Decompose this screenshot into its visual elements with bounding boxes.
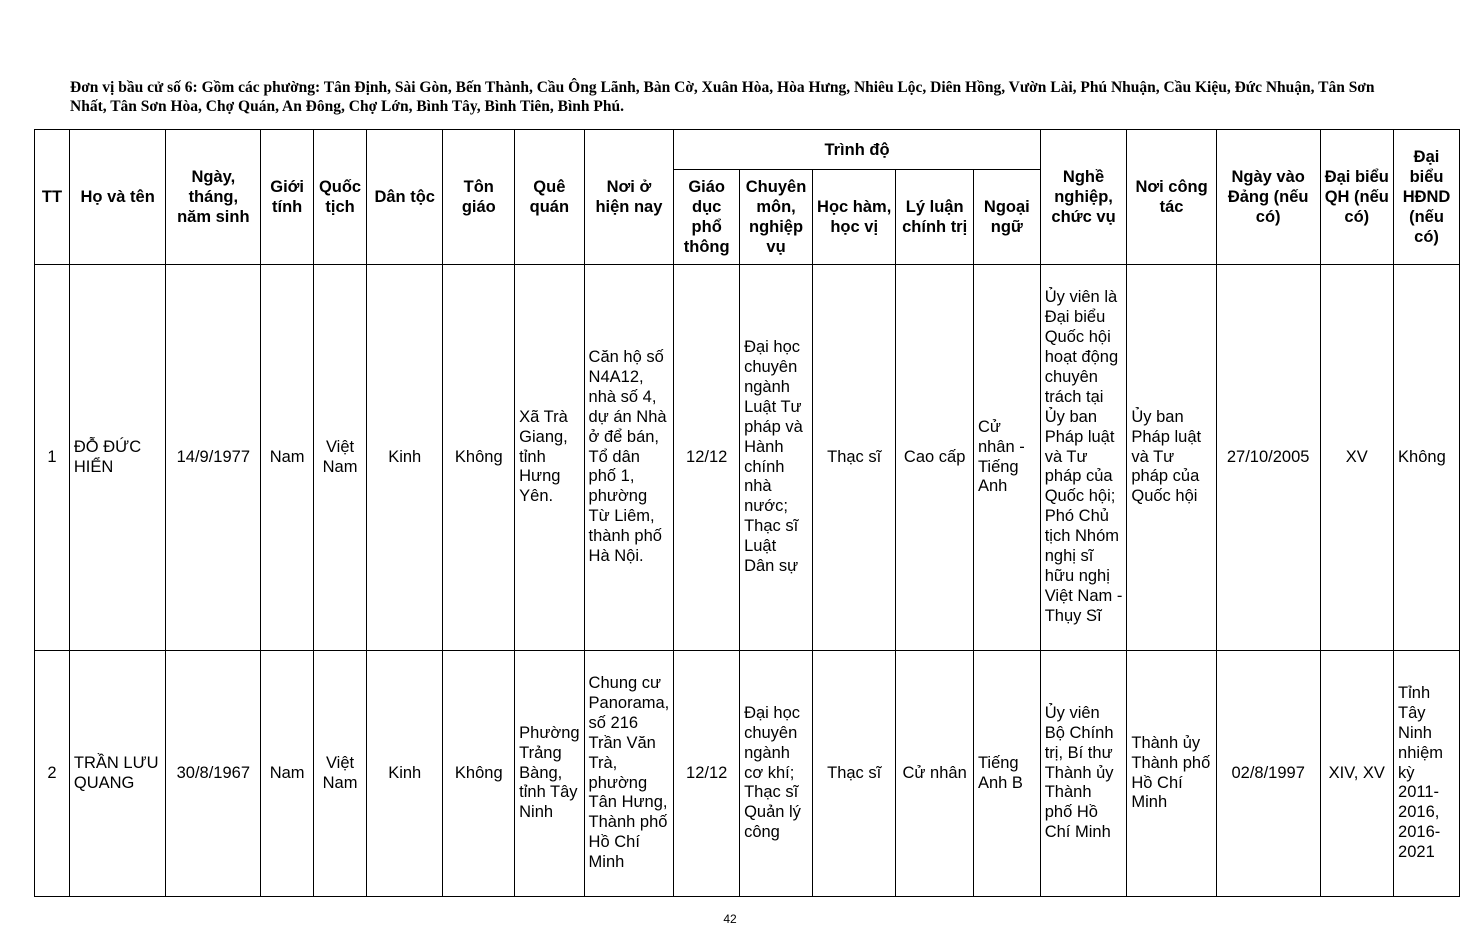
cell-name: ĐỖ ĐỨC HIỂN bbox=[69, 265, 166, 651]
cell-council-delegate: Tỉnh Tây Ninh nhiệm kỳ 2011-2016, 2016-2021 bbox=[1394, 651, 1460, 897]
header-general-edu: Giáo dục phổ thông bbox=[674, 170, 740, 265]
cell-gender: Nam bbox=[261, 265, 314, 651]
cell-council-delegate: Không bbox=[1394, 265, 1460, 651]
cell-language: Cử nhân - Tiếng Anh bbox=[973, 265, 1040, 651]
cell-workplace: Thành ủy Thành phố Hồ Chí Minh bbox=[1127, 651, 1216, 897]
cell-party-date: 02/8/1997 bbox=[1216, 651, 1320, 897]
cell-general-edu: 12/12 bbox=[674, 265, 740, 651]
header-na-delegate: Đại biểu QH (nếu có) bbox=[1320, 130, 1393, 265]
cell-party-date: 27/10/2005 bbox=[1216, 265, 1320, 651]
header-name: Họ và tên bbox=[69, 130, 166, 265]
header-ethnicity: Dân tộc bbox=[367, 130, 443, 265]
cell-hometown: Xã Trà Giang, tỉnh Hưng Yên. bbox=[515, 265, 584, 651]
header-specialty: Chuyên môn, nghiệp vụ bbox=[740, 170, 813, 265]
header-party-date: Ngày vào Đảng (nếu có) bbox=[1216, 130, 1320, 265]
header-language: Ngoại ngữ bbox=[973, 170, 1040, 265]
cell-residence: Chung cư Panorama, số 216 Trần Văn Trà, phường Tân Hưng, Thành phố Hồ Chí Minh bbox=[584, 651, 674, 897]
cell-general-edu: 12/12 bbox=[674, 651, 740, 897]
cell-religion: Không bbox=[443, 651, 515, 897]
cell-ethnicity: Kinh bbox=[367, 265, 443, 651]
cell-language: Tiếng Anh B bbox=[973, 651, 1040, 897]
header-dob: Ngày, tháng, năm sinh bbox=[166, 130, 261, 265]
header-residence: Nơi ở hiện nay bbox=[584, 130, 674, 265]
header-gender: Giới tính bbox=[261, 130, 314, 265]
cell-na-delegate: XV bbox=[1320, 265, 1393, 651]
cell-dob: 30/8/1967 bbox=[166, 651, 261, 897]
cell-degree: Thạc sĩ bbox=[813, 265, 896, 651]
header-religion: Tôn giáo bbox=[443, 130, 515, 265]
header-row bbox=[35, 130, 1460, 170]
candidate-table bbox=[34, 129, 1460, 897]
electoral-unit-heading: Đơn vị bầu cử số 6: Gồm các phường: Tân Định, Sài Gòn, Bến Thành, Cầu Ông Lãnh, Bàn Cờ, Xuân Hòa, Hòa Hưng, Nhiêu Lộc, Diên Hồng, Vườn Lài, Phú Nhuận, Cầu Kiệu, Đức Nhuận, Tân Sơn Nhất, Tân Sơn Hòa, Chợ Quán, An Đông, Chợ Lớn, Bình Tây, Bình Tiên, Bình Phú. bbox=[70, 79, 1375, 115]
page-number: 42 bbox=[723, 912, 737, 926]
cell-ethnicity: Kinh bbox=[367, 651, 443, 897]
cell-nationality: Việt Nam bbox=[314, 651, 367, 897]
cell-gender: Nam bbox=[261, 651, 314, 897]
cell-hometown: Phường Trảng Bàng, tỉnh Tây Ninh bbox=[515, 651, 584, 897]
cell-degree: Thạc sĩ bbox=[813, 651, 896, 897]
table-row bbox=[35, 651, 1460, 897]
cell-name: TRẦN LƯU QUANG bbox=[69, 651, 166, 897]
table-row bbox=[35, 265, 1460, 651]
header-nationality: Quốc tịch bbox=[314, 130, 367, 265]
cell-religion: Không bbox=[443, 265, 515, 651]
cell-residence: Căn hộ số N4A12, nhà số 4, dự án Nhà ở để bán, Tổ dân phố 1, phường Từ Liêm, thành phố Hà Nội. bbox=[584, 265, 674, 651]
cell-occupation: Ủy viên Bộ Chính trị, Bí thư Thành ủy Thành phố Hồ Chí Minh bbox=[1040, 651, 1127, 897]
header-degree: Học hàm, học vị bbox=[813, 170, 896, 265]
header-political: Lý luận chính trị bbox=[896, 170, 974, 265]
cell-dob: 14/9/1977 bbox=[166, 265, 261, 651]
header-tt: TT bbox=[35, 130, 70, 265]
cell-na-delegate: XIV, XV bbox=[1320, 651, 1393, 897]
header-occupation: Nghề nghiệp, chức vụ bbox=[1040, 130, 1127, 265]
header-workplace: Nơi công tác bbox=[1127, 130, 1216, 265]
cell-workplace: Ủy ban Pháp luật và Tư pháp của Quốc hội bbox=[1127, 265, 1216, 651]
cell-tt: 1 bbox=[35, 265, 70, 651]
cell-specialty: Đại học chuyên ngành cơ khí; Thạc sĩ Quản lý công bbox=[740, 651, 813, 897]
cell-occupation: Ủy viên là Đại biểu Quốc hội hoạt động chuyên trách tại Ủy ban Pháp luật và Tư pháp của Quốc hội; Phó Chủ tịch Nhóm nghị sĩ hữu nghị Việt Nam - Thụy Sĩ bbox=[1040, 265, 1127, 651]
cell-political: Cử nhân bbox=[896, 651, 974, 897]
cell-political: Cao cấp bbox=[896, 265, 974, 651]
cell-specialty: Đại học chuyên ngành Luật Tư pháp và Hành chính nhà nước; Thạc sĩ Luật Dân sự bbox=[740, 265, 813, 651]
header-hometown: Quê quán bbox=[515, 130, 584, 265]
header-council-delegate: Đại biểu HĐND (nếu có) bbox=[1394, 130, 1460, 265]
header-level-group: Trình độ bbox=[674, 130, 1040, 170]
cell-nationality: Việt Nam bbox=[314, 265, 367, 651]
cell-tt: 2 bbox=[35, 651, 70, 897]
